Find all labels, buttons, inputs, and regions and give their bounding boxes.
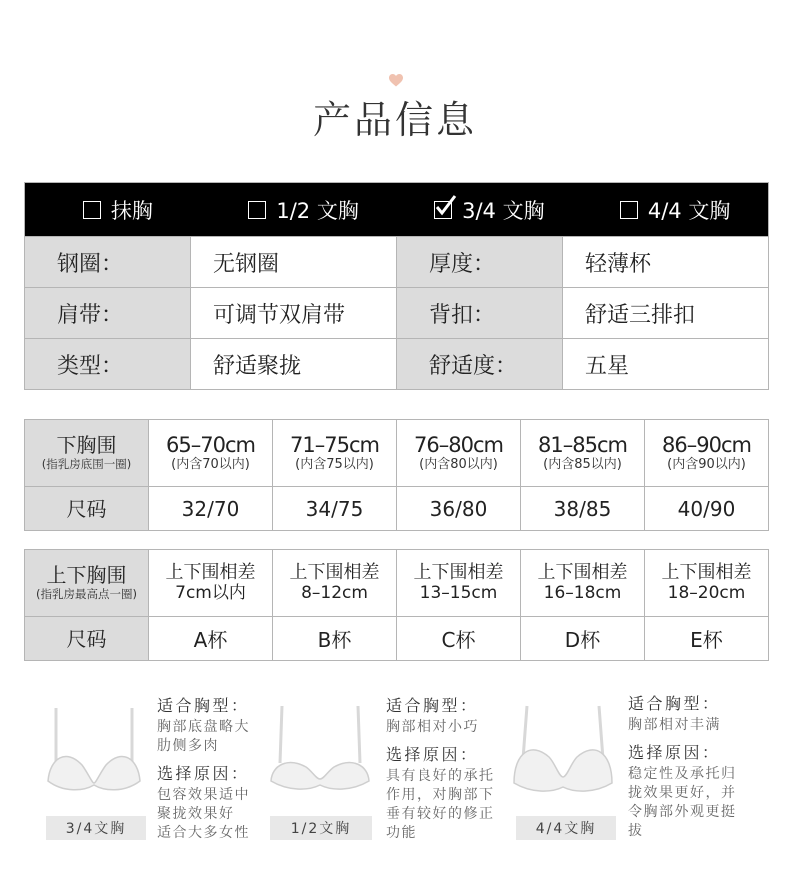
bra-type-description — [386, 694, 495, 843]
cup-size-value: E杯 — [645, 617, 769, 661]
cup-diff-value: 18–20cm — [667, 583, 746, 603]
reason-title: 选择原因： — [386, 745, 479, 764]
half-cup-bra-illustration — [268, 701, 372, 791]
table-cell — [149, 420, 273, 487]
table-cell — [521, 550, 645, 617]
cup-diff-label: 上下围相差 — [165, 562, 256, 583]
option-full-cup[interactable] — [582, 183, 768, 236]
band-note: (内含75以内) — [295, 457, 374, 472]
option-label: 抹胸 — [110, 198, 153, 223]
reason-line: 拔 — [628, 823, 644, 839]
cup-diff-value: 13–15cm — [419, 583, 498, 603]
checkbox-icon[interactable] — [248, 201, 266, 219]
band-size-value: 32/70 — [149, 487, 273, 531]
reason-line: 适合大多女性 — [157, 825, 250, 841]
bra-type-description — [628, 692, 737, 841]
table-cell — [645, 420, 769, 487]
band-range: 76–80cm — [414, 433, 503, 457]
band-size-value: 40/90 — [645, 487, 769, 531]
reason-line: 功能 — [386, 825, 417, 841]
band-range: 71–75cm — [290, 433, 379, 457]
band-note: (内含90以内) — [667, 457, 746, 472]
table-header-cell — [25, 420, 149, 487]
option-three-quarter-cup[interactable] — [397, 183, 583, 236]
checkbox-icon[interactable] — [83, 201, 101, 219]
table-header-cell — [25, 550, 149, 617]
attribute-label: 背扣： — [397, 288, 562, 338]
band-range: 81–85cm — [538, 433, 627, 457]
reason-line: 拢效果更好，并 — [628, 785, 737, 801]
attributes-table — [24, 182, 769, 390]
band-range: 65–70cm — [166, 433, 255, 457]
fit-line: 胸部底盘略大 — [157, 719, 250, 735]
table-cell — [149, 550, 273, 617]
fit-title: 适合胸型： — [386, 696, 479, 715]
size-label-cell — [25, 617, 149, 661]
attribute-value: 舒适聚拢 — [190, 339, 397, 389]
option-label: 1/2 文胸 — [276, 198, 359, 223]
option-half-cup[interactable] — [211, 183, 397, 236]
band-size-value: 36/80 — [397, 487, 521, 531]
table-cell — [521, 420, 645, 487]
checkbox-icon[interactable] — [620, 201, 638, 219]
cup-size-table — [24, 549, 769, 661]
attribute-value: 五星 — [562, 339, 768, 389]
page-title: 产品信息 — [312, 98, 477, 142]
table-row — [25, 617, 769, 661]
attribute-value: 轻薄杯 — [562, 237, 768, 287]
table-cell — [645, 550, 769, 617]
cup-header-sub: (指乳房最高点一圈) — [36, 587, 137, 601]
bra-type-tag: 1/2文胸 — [270, 816, 372, 840]
table-cell — [397, 420, 521, 487]
size-label: 尺码 — [66, 626, 107, 651]
reason-line: 作用，对胸部下 — [386, 787, 495, 803]
cup-size-value: D杯 — [521, 617, 645, 661]
cup-diff-label: 上下围相差 — [289, 562, 380, 583]
reason-line: 垂有较好的修正 — [386, 806, 495, 822]
bra-type-tag: 3/4文胸 — [46, 816, 146, 840]
band-header-sub: (指乳房底围一圈) — [41, 457, 132, 471]
reason-line: 聚拢效果好 — [157, 806, 235, 822]
heart-icon — [389, 74, 403, 87]
band-size-table — [24, 419, 769, 531]
size-label-cell — [25, 487, 149, 531]
attribute-label: 钢圈： — [25, 237, 190, 287]
band-size-value: 34/75 — [273, 487, 397, 531]
cup-diff-label: 上下围相差 — [537, 562, 628, 583]
cup-size-value: A杯 — [149, 617, 273, 661]
table-cell — [273, 420, 397, 487]
fit-line: 胸部相对丰满 — [628, 717, 721, 733]
checkbox-checked-icon[interactable] — [434, 201, 452, 219]
reason-line: 包容效果适中 — [157, 787, 250, 803]
reason-line: 稳定性及承托归 — [628, 766, 737, 782]
table-cell — [397, 550, 521, 617]
attribute-label: 厚度： — [397, 237, 562, 287]
band-size-value: 38/85 — [521, 487, 645, 531]
bra-type-tag: 4/4文胸 — [516, 816, 616, 840]
cup-diff-value: 7cm以内 — [175, 583, 246, 603]
attribute-label: 类型： — [25, 339, 190, 389]
reason-title: 选择原因： — [628, 743, 721, 762]
attribute-label: 舒适度： — [397, 339, 562, 389]
cup-diff-label: 上下围相差 — [413, 562, 504, 583]
cup-size-value: B杯 — [273, 617, 397, 661]
band-note: (内含85以内) — [543, 457, 622, 472]
cup-header-main: 上下胸围 — [46, 563, 127, 587]
table-row — [25, 550, 769, 617]
attribute-value: 舒适三排扣 — [562, 288, 768, 338]
fit-line: 胸部相对小巧 — [386, 719, 479, 735]
bra-type-description — [157, 694, 250, 843]
attribute-value: 无钢圈 — [190, 237, 397, 287]
fit-line: 肋侧多肉 — [157, 738, 219, 754]
band-note: (内含70以内) — [171, 457, 250, 472]
table-row — [25, 487, 769, 531]
attribute-row — [25, 338, 768, 389]
band-header-main: 下胸围 — [56, 433, 117, 457]
fit-title: 适合胸型： — [628, 694, 721, 713]
option-label: 3/4 文胸 — [462, 198, 545, 223]
band-note: (内含80以内) — [419, 457, 498, 472]
table-cell — [273, 550, 397, 617]
bra-style-options — [25, 183, 768, 236]
option-strapless[interactable] — [25, 183, 211, 236]
cup-diff-value: 8–12cm — [301, 583, 368, 603]
full-cup-bra-illustration — [511, 701, 615, 793]
attribute-row — [25, 287, 768, 338]
band-range: 86–90cm — [662, 433, 751, 457]
cup-diff-label: 上下围相差 — [661, 562, 752, 583]
table-row — [25, 420, 769, 487]
size-label: 尺码 — [66, 496, 107, 521]
option-label: 4/4 文胸 — [647, 198, 731, 223]
attribute-value: 可调节双肩带 — [190, 288, 397, 338]
cup-size-value: C杯 — [397, 617, 521, 661]
reason-title: 选择原因： — [157, 764, 250, 783]
attribute-row — [25, 236, 768, 287]
three-quarter-bra-illustration — [44, 703, 144, 793]
fit-title: 适合胸型： — [157, 696, 250, 715]
cup-diff-value: 16–18cm — [543, 583, 622, 603]
reason-line: 具有良好的承托 — [386, 768, 495, 784]
reason-line: 令胸部外观更挺 — [628, 804, 737, 820]
attribute-label: 肩带： — [25, 288, 190, 338]
